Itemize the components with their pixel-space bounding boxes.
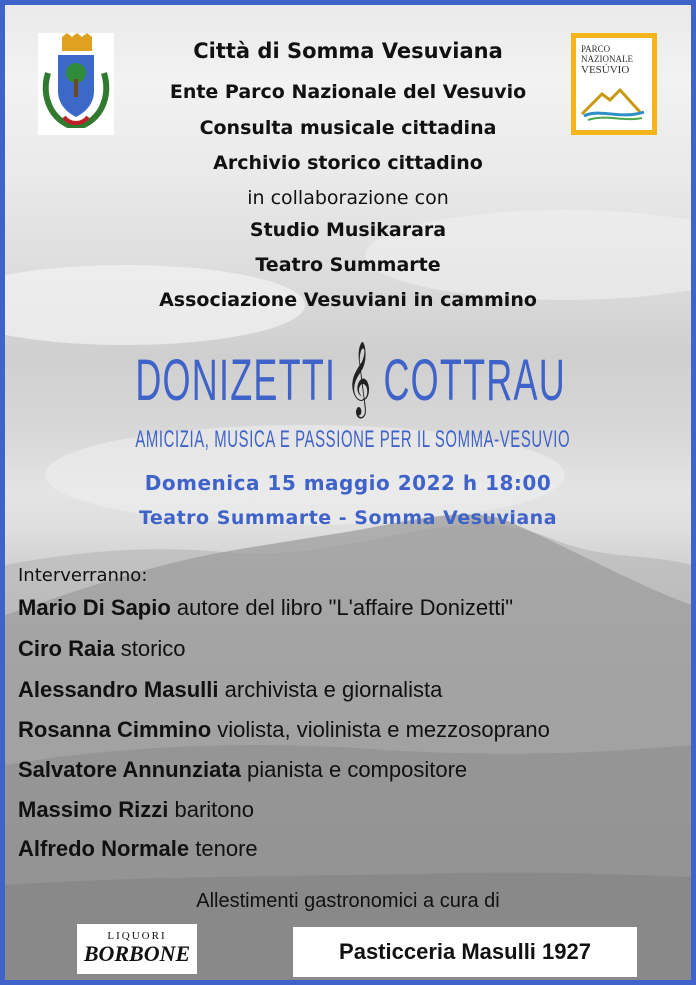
header-vesuviani: Associazione Vesuviani in cammino (159, 289, 537, 311)
speakers-heading: Interverranno: (18, 565, 148, 586)
speaker-role: baritono (174, 797, 255, 822)
speaker-row (18, 677, 442, 703)
speaker-role: tenore (195, 836, 258, 861)
event-date: Domenica 15 maggio 2022 h 18:00 (144, 471, 552, 495)
pasticceria-sponsor: Pasticceria Masulli 1927 (293, 927, 637, 977)
title-donizetti: DONIZETTI (135, 348, 337, 413)
header-archivio: Archivio storico cittadino (213, 152, 483, 174)
borbone-top-text: LIQUORI (107, 930, 167, 942)
title-cottrau: COTTRAU (383, 348, 566, 413)
speaker-name: Alfredo Normale (18, 836, 190, 861)
speaker-name: Massimo Rizzi (18, 797, 169, 822)
header-parco: Ente Parco Nazionale del Vesuvio (169, 81, 527, 103)
speaker-row (18, 836, 258, 862)
sponsors-intro: Allestimenti gastronomici a cura di (196, 890, 500, 912)
event-subtitle: AMICIZIA, MUSICA E PASSIONE PER IL SOMMA-VESUVIO (135, 426, 571, 453)
treble-clef-icon: 𝄞 (347, 342, 373, 416)
borbone-main-text: BORBONE (83, 941, 191, 966)
logo-text-nazionale: NAZIONALE (581, 54, 633, 64)
header-consulta: Consulta musicale cittadina (199, 117, 497, 139)
speaker-role: storico (120, 636, 186, 661)
header-musikarara: Studio Musikarara (249, 219, 447, 241)
header-city: Città di Somma Vesuviana (193, 39, 503, 63)
header-collaborazione: in collaborazione con (247, 187, 449, 209)
speaker-row (18, 595, 513, 621)
speaker-name: Salvatore Annunziata (18, 757, 241, 782)
speaker-role: archivista e giornalista (224, 677, 443, 702)
speaker-row (18, 636, 186, 662)
speaker-name: Ciro Raia (18, 636, 115, 661)
speaker-role: autore del libro "L'affaire Donizetti" (176, 595, 514, 620)
speaker-row (18, 717, 550, 743)
speaker-name: Rosanna Cimmino (18, 717, 212, 742)
header-summarte: Teatro Summarte (255, 254, 441, 276)
speaker-role: pianista e compositore (247, 757, 468, 782)
speaker-name: Mario Di Sapio (18, 595, 171, 620)
speaker-name: Alessandro Masulli (18, 677, 219, 702)
speaker-row (18, 757, 467, 783)
speaker-role: violista, violinista e mezzosoprano (217, 717, 550, 742)
logo-text-vesuvio: VESÚVIO (581, 64, 630, 76)
logo-text-parco: PARCO (581, 44, 611, 54)
event-title (135, 342, 566, 416)
event-venue: Teatro Summarte - Somma Vesuviana (138, 507, 558, 529)
borbone-logo (77, 924, 197, 974)
speaker-row (18, 797, 254, 823)
